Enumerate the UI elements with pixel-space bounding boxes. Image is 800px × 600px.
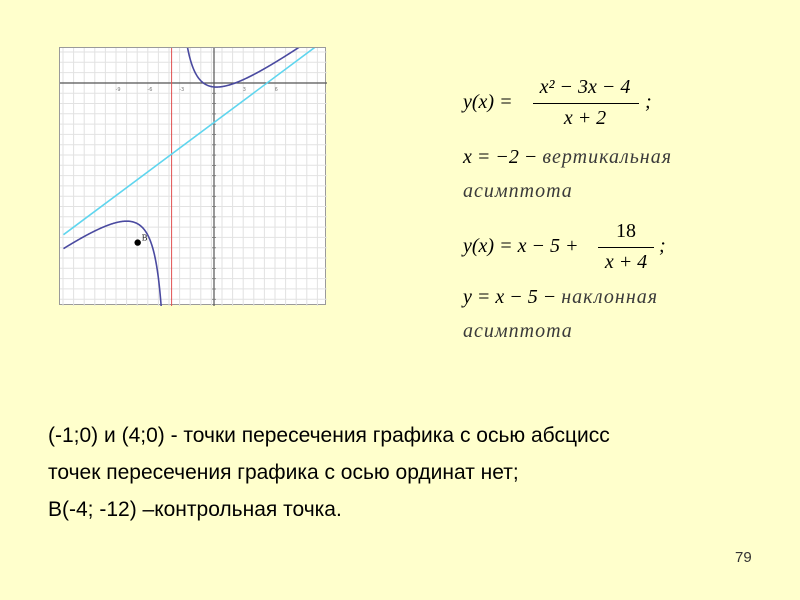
formula-1-end: ; [645,91,652,113]
formula-4-word: наклонная [561,286,659,308]
tick-label: 3 [242,87,246,93]
function-graph [59,47,326,305]
formula-3-lhs [463,235,578,258]
text-line-control-point: B(-4; -12) –контрольная точка. [48,498,342,521]
formula-3-numerator: 18 [616,220,636,242]
control-point-b [134,239,140,245]
tick-label: 6 [274,87,278,93]
tick-label: -6 [147,87,153,93]
tick-label: -3 [179,87,185,93]
text-line-x-intercepts: (-1;0) и (4;0) - точки пересечения графика с осью абсцисс [48,424,610,447]
graph-canvas [60,48,327,306]
formula-1-lhs: y(x) = [463,91,513,113]
formula-4-expr: y = x − 5 − [463,286,557,308]
formula-1-fraction-bar [533,103,639,104]
text-line-no-y-intercepts: точек пересечения графика с осью ординат нет; [48,461,519,484]
formula-4-word2: асимптота [463,320,573,342]
grid [60,48,327,306]
formula-4 [463,286,658,309]
formula-2-word: вертикальная [542,146,673,168]
formula-3-denominator: x + 4 [604,251,648,273]
tick-label: -9 [115,87,121,93]
formula-3-expr: y(x) = x − 5 + [463,235,579,257]
formula-3-end: ; [659,235,666,257]
formula-2 [463,146,672,169]
formula-1-numerator: x² − 3x − 4 [539,76,631,98]
formula-2-expr: x = −2 − [463,146,538,168]
page-number: 79 [735,549,752,566]
formula-3-fraction-bar [598,247,654,248]
formula-1-denominator: x + 2 [563,107,607,129]
control-point-label: B [141,233,148,243]
formula-2-word2: асимптота [463,180,573,202]
